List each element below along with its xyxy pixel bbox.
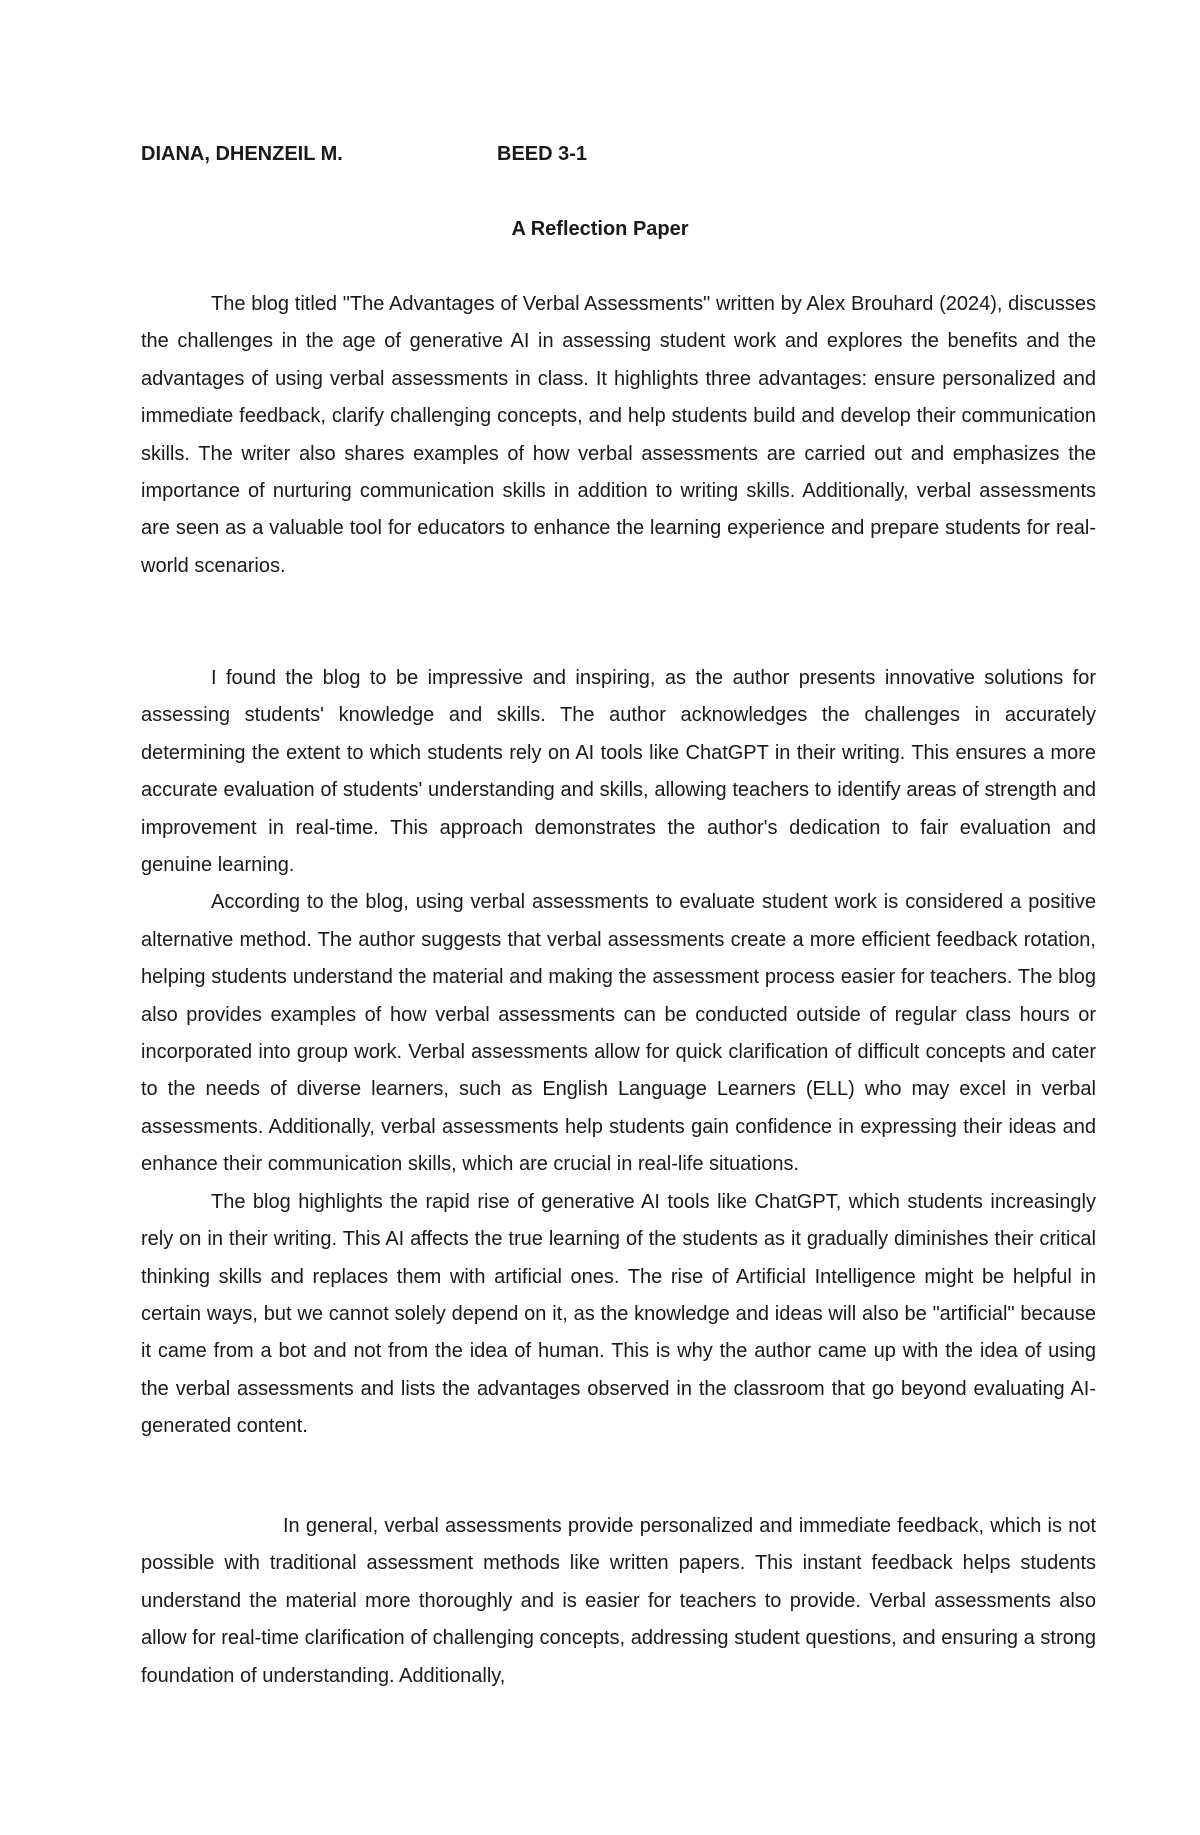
paragraph: The blog titled "The Advantages of Verbal Assessments" written by Alex Brouhard (2024), discusses the challenges in the age of generative AI in assessing student work and explores the benefits and the advantages of using verbal assessments in class. It highlights three advantages: ensure personalized and immediate feedback, clarify challenging concepts, and help students build and develop their communication skills. The writer also shares examples of how verbal assessments are carried out and emphasizes the importance of nurturing communication skills in addition to writing skills. Additionally, verbal assessments are seen as a valuable tool for educators to enhance the learning experience and prepare students for real-world scenarios. [141, 293, 1096, 577]
paragraph-block-3 [141, 1508, 1096, 1695]
student-name: DIANA, DHENZEIL M. [141, 143, 343, 165]
course-section: BEED 3-1 [497, 143, 588, 165]
paragraph-block-2 [141, 660, 1096, 1446]
paragraph: According to the blog, using verbal assessments to evaluate student work is considered a positive alternative method. The author suggests that verbal assessments create a more efficient feedback rotation, helping students understand the material and making the assessment process easier for teachers. The blog also provides examples of how verbal assessments can be conducted outside of regular class hours or incorporated into group work. Verbal assessments allow for quick clarification of difficult concepts and cater to the needs of diverse learners, such as English Language Learners (ELL) who may excel in verbal assessments. Additionally, verbal assessments help students gain confidence in expressing their ideas and enhance their communication skills, which are crucial in real-life situations. [141, 891, 1096, 1176]
paragraph-block-1 [141, 286, 1096, 585]
paragraph: In general, verbal assessments provide personalized and immediate feedback, which is not possible with traditional assessment methods like written papers. This instant feedback helps students understand the material more thoroughly and is easier for teachers to provide. Verbal assessments also allow for real-time clarification of challenging concepts, addressing student questions, and ensuring a strong foundation of understanding. Additionally, [141, 1515, 1096, 1687]
paragraph: The blog highlights the rapid rise of generative AI tools like ChatGPT, which students increasingly rely on in their writing. This AI affects the true learning of the students as it gradually diminishes their critical thinking skills and replaces them with artificial ones. The rise of Artificial Intelligence might be helpful in certain ways, but we cannot solely depend on it, as the knowledge and ideas will also be "artificial" because it came from a bot and not from the idea of human. This is why the author came up with the idea of using the verbal assessments and lists the advantages observed in the classroom that go beyond evaluating AI-generated content. [141, 1190, 1096, 1438]
paragraph: I found the blog to be impressive and inspiring, as the author presents innovative solutions for assessing students' knowledge and skills. The author acknowledges the challenges in accurately determining the extent to which students rely on AI tools like ChatGPT in their writing. This ensures a more accurate evaluation of students' understanding and skills, allowing teachers to identify areas of strength and improvement in real-time. This approach demonstrates the author's dedication to fair evaluation and genuine learning. [141, 667, 1096, 877]
paper-title: A Reflection Paper [511, 218, 689, 240]
